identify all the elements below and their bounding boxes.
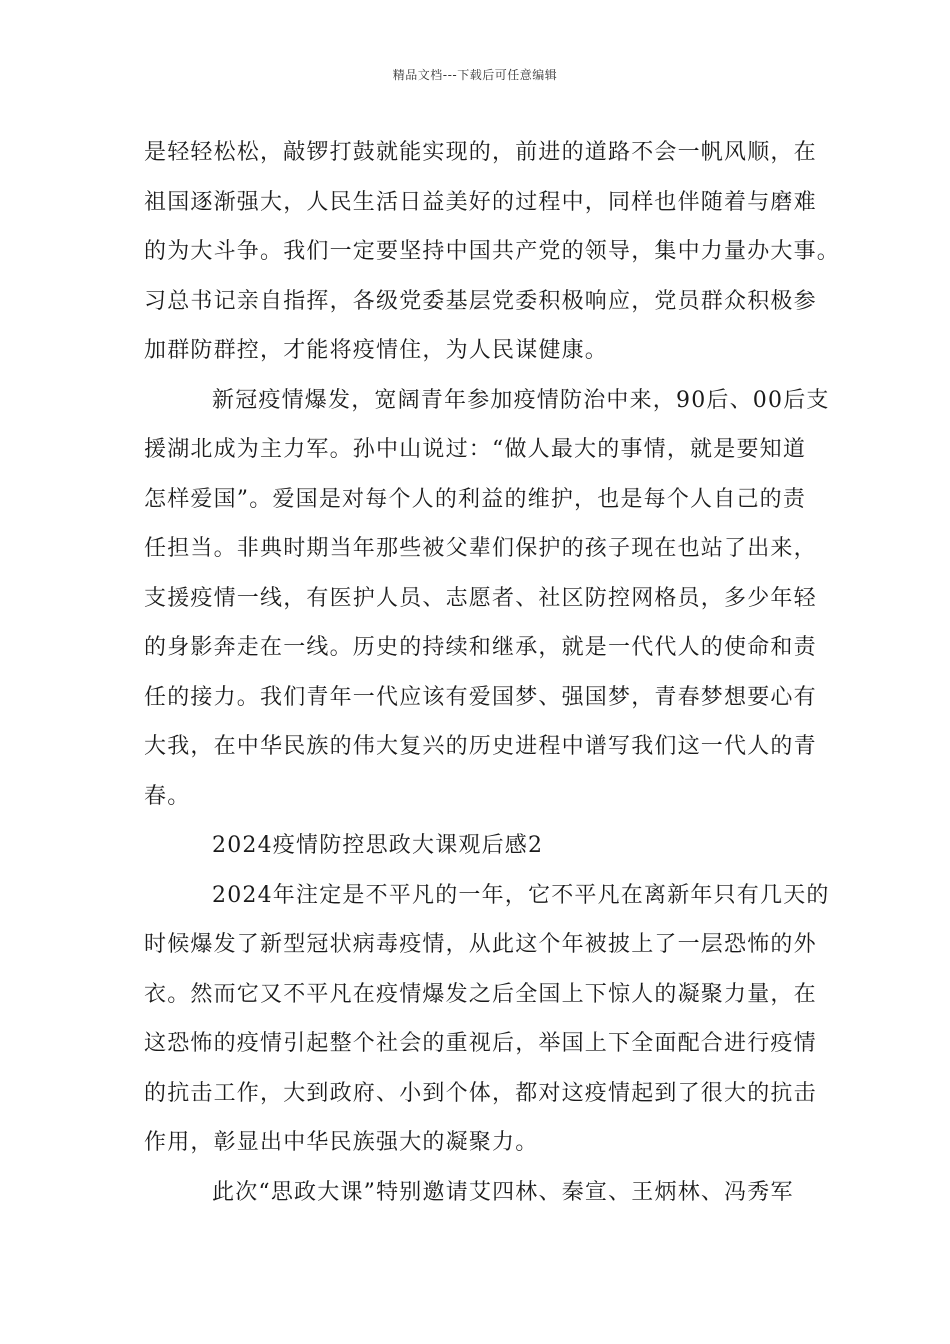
text-line: 时候爆发了新型冠状病毒疫情，从此这个年被披上了一层恐怖的外 bbox=[144, 932, 817, 957]
text-line: 大我，在中华民族的伟大复兴的历史进程中谱写我们这一代人的青 bbox=[144, 734, 817, 759]
text-line: 的抗击工作，大到政府、小到个体，都对这疫情起到了很大的抗击 bbox=[144, 1080, 817, 1106]
page-header: 精品文档---下载后可任意编辑 bbox=[392, 68, 558, 82]
text-line: 作用，彰显出中华民族强大的凝聚力。 bbox=[144, 1130, 539, 1155]
text-line: 习总书记亲自指挥，各级党委基层党委积极响应，党员群众积极参 bbox=[144, 288, 817, 314]
text-line: 怎样爱国”。爱国是对每个人的利益的维护，也是每个人自己的责 bbox=[144, 486, 807, 512]
text-line: 加群防群控，才能将疫情住，为人民谋健康。 bbox=[144, 338, 609, 363]
text-line: 任担当。非典时期当年那些被父辈们保护的孩子现在也站了出来， bbox=[144, 536, 817, 561]
text-line: 这恐怖的疫情引起整个社会的重视后，举国上下全面配合进行疫情 bbox=[144, 1031, 817, 1056]
paragraph-start-line: 新冠疫情爆发，宽阔青年参加疫情防治中来，90后、00后支 bbox=[212, 387, 830, 413]
text-line: 的为大斗争。我们一定要坚持中国共产党的领导，集中力量办大事。 bbox=[144, 239, 841, 264]
text-line: 衣。然而它又不平凡在疫情爆发之后全国上下惊人的凝聚力量，在 bbox=[144, 981, 817, 1007]
text-line: 祖国逐渐强大，人民生活日益美好的过程中，同样也伴随着与磨难 bbox=[144, 189, 817, 215]
paragraph-start-line: 此次“思政大课”特别邀请艾四林、秦宣、王炳林、冯秀军 bbox=[212, 1179, 794, 1205]
text-line: 支援疫情一线，有医护人员、志愿者、社区防控网格员，多少年轻 bbox=[144, 585, 817, 611]
paragraph-start-line: 2024年注定是不平凡的一年，它不平凡在离新年只有几天的 bbox=[212, 882, 830, 908]
document-body bbox=[144, 128, 841, 1217]
text-line: 援湖北成为主力军。孙中山说过：“做人最大的事情，就是要知道 bbox=[144, 437, 807, 462]
text-line: 是轻轻松松，敲锣打鼓就能实现的，前进的道路不会一帆风顺，在 bbox=[144, 140, 817, 165]
text-line: 任的接力。我们青年一代应该有爱国梦、强国梦，青春梦想要心有 bbox=[144, 684, 817, 710]
text-line: 的身影奔走在一线。历史的持续和继承，就是一代代人的使命和责 bbox=[144, 635, 817, 660]
text-line: 春。 bbox=[144, 783, 191, 809]
section-heading: 2024疫情防控思政大课观后感2 bbox=[212, 833, 544, 858]
